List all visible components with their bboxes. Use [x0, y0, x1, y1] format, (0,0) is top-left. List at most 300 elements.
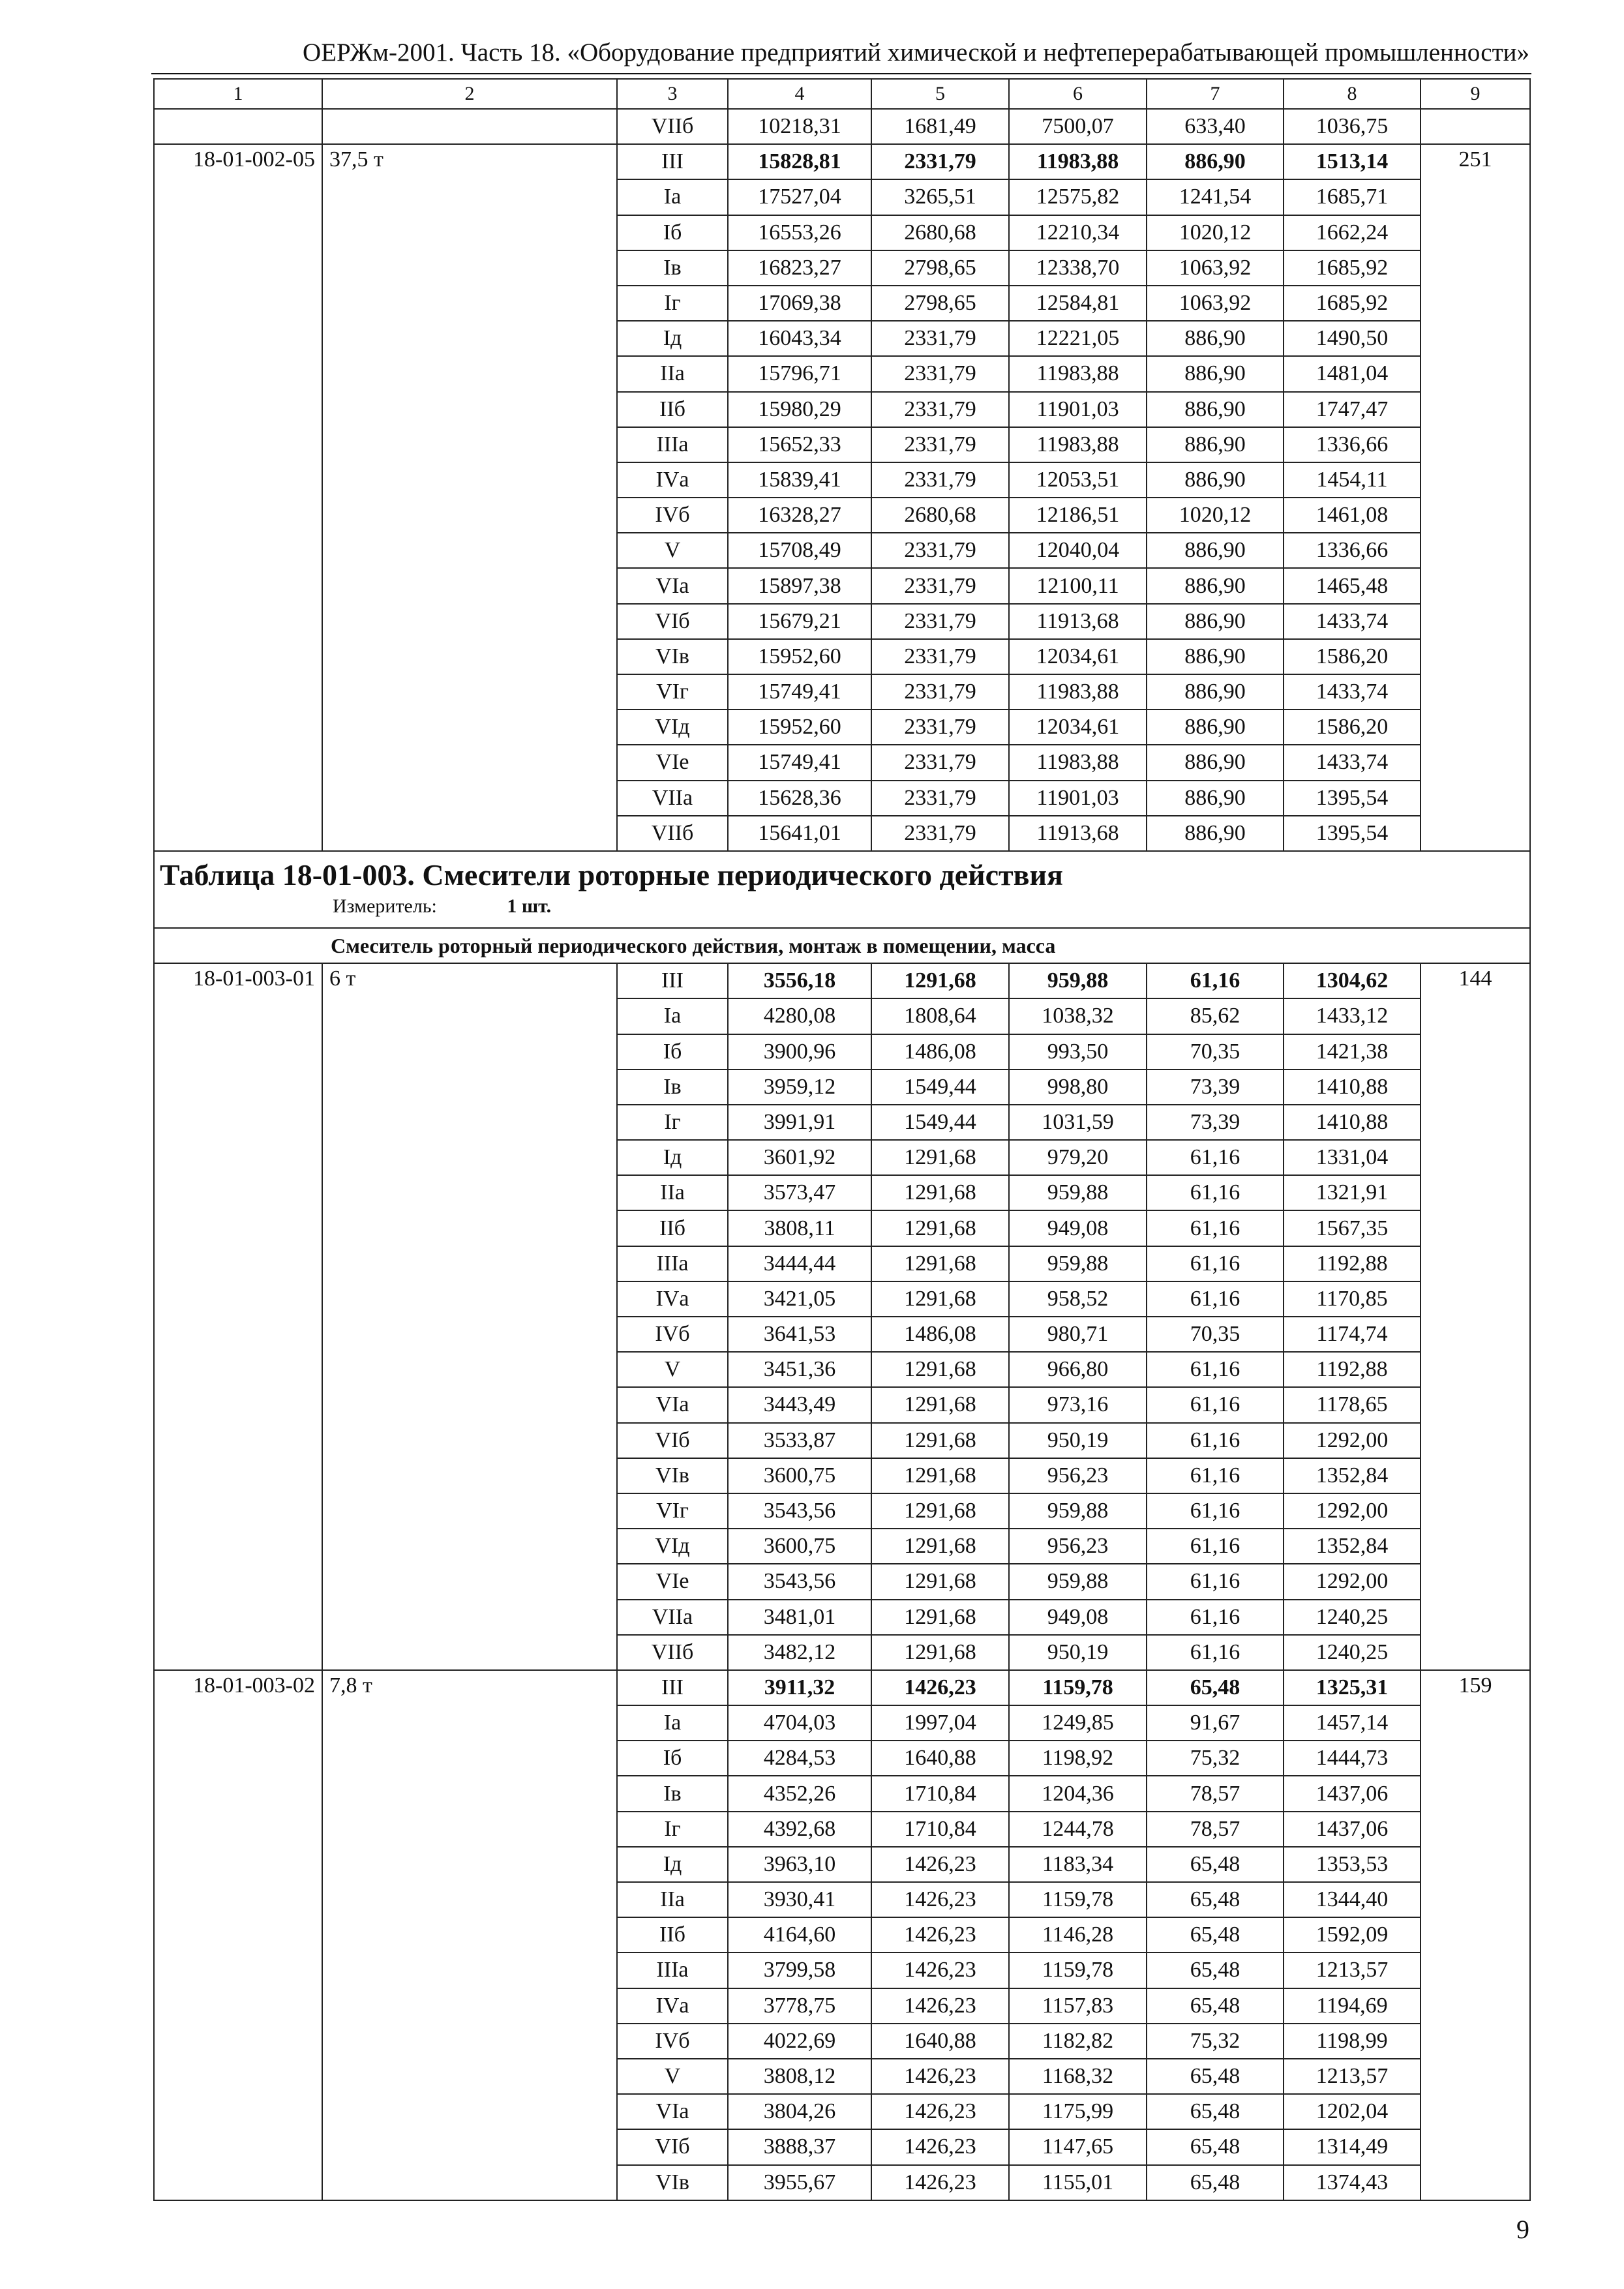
- value-cell: 3959,12: [728, 1070, 871, 1105]
- column-number: 5: [871, 79, 1009, 109]
- value-cell: 1202,04: [1284, 2094, 1421, 2129]
- value-cell: 65,48: [1147, 2059, 1284, 2094]
- value-cell: 1240,25: [1284, 1635, 1421, 1670]
- value-cell: 1352,84: [1284, 1529, 1421, 1564]
- value-cell: 993,50: [1009, 1034, 1147, 1070]
- zone-cell: Iд: [617, 1847, 728, 1882]
- value-cell: 959,88: [1009, 1246, 1147, 1281]
- value-cell: 75,32: [1147, 2024, 1284, 2059]
- value-cell: 4164,60: [728, 1917, 871, 1952]
- value-cell: 980,71: [1009, 1317, 1147, 1352]
- value-cell: 1159,78: [1009, 1670, 1147, 1705]
- value-cell: 3963,10: [728, 1847, 871, 1882]
- table-title-cell: [154, 851, 1530, 928]
- value-cell: 1249,85: [1009, 1705, 1147, 1741]
- zone-cell: IVб: [617, 2024, 728, 2059]
- ref-cell: [1421, 109, 1530, 144]
- value-cell: 15749,41: [728, 745, 871, 780]
- value-cell: 1640,88: [871, 2024, 1009, 2059]
- table-title: Таблица 18-01-003. Смесители роторные периодического действия: [160, 858, 1063, 891]
- value-cell: 15749,41: [728, 674, 871, 710]
- value-cell: 886,90: [1147, 533, 1284, 568]
- value-cell: 1291,68: [871, 1493, 1009, 1529]
- value-cell: 1175,99: [1009, 2094, 1147, 2129]
- value-cell: 1437,06: [1284, 1776, 1421, 1811]
- value-cell: 70,35: [1147, 1034, 1284, 1070]
- value-cell: 1586,20: [1284, 710, 1421, 745]
- value-cell: 1304,62: [1284, 963, 1421, 998]
- value-cell: 3955,67: [728, 2165, 871, 2200]
- value-cell: 1426,23: [871, 1847, 1009, 1882]
- value-cell: 1461,08: [1284, 498, 1421, 533]
- value-cell: 886,90: [1147, 816, 1284, 851]
- value-cell: 12210,34: [1009, 215, 1147, 250]
- value-cell: 15708,49: [728, 533, 871, 568]
- value-cell: 1178,65: [1284, 1387, 1421, 1422]
- value-cell: 61,16: [1147, 1600, 1284, 1635]
- column-number: 3: [617, 79, 728, 109]
- value-cell: 959,88: [1009, 963, 1147, 998]
- value-cell: 3573,47: [728, 1175, 871, 1210]
- value-cell: 2331,79: [871, 781, 1009, 816]
- value-cell: 998,80: [1009, 1070, 1147, 1105]
- zone-cell: IIа: [617, 1882, 728, 1917]
- zone-cell: VIа: [617, 2094, 728, 2129]
- value-cell: 633,40: [1147, 109, 1284, 144]
- value-cell: 75,32: [1147, 1741, 1284, 1776]
- value-cell: 85,62: [1147, 998, 1284, 1034]
- value-cell: 1292,00: [1284, 1564, 1421, 1599]
- zone-cell: VIIб: [617, 816, 728, 851]
- zone-cell: V: [617, 2059, 728, 2094]
- value-cell: 12100,11: [1009, 568, 1147, 603]
- value-cell: 70,35: [1147, 1317, 1284, 1352]
- value-cell: 1291,68: [871, 1635, 1009, 1670]
- value-cell: 1291,68: [871, 963, 1009, 998]
- mass-cell: [322, 109, 617, 144]
- value-cell: 1395,54: [1284, 781, 1421, 816]
- value-cell: 2331,79: [871, 639, 1009, 674]
- column-number: 7: [1147, 79, 1284, 109]
- value-cell: 1213,57: [1284, 1952, 1421, 1988]
- value-cell: 61,16: [1147, 1529, 1284, 1564]
- value-cell: 1291,68: [871, 1600, 1009, 1635]
- value-cell: 1031,59: [1009, 1105, 1147, 1140]
- value-cell: 78,57: [1147, 1812, 1284, 1847]
- value-cell: 1314,49: [1284, 2129, 1421, 2164]
- value-cell: 4280,08: [728, 998, 871, 1034]
- value-cell: 3543,56: [728, 1564, 871, 1599]
- value-cell: 2798,65: [871, 286, 1009, 321]
- zone-cell: VIIб: [617, 109, 728, 144]
- zone-cell: IVа: [617, 1988, 728, 2024]
- value-cell: 886,90: [1147, 745, 1284, 780]
- value-cell: 1155,01: [1009, 2165, 1147, 2200]
- code-cell: 18-01-003-02: [154, 1670, 322, 2200]
- zone-cell: VIв: [617, 1458, 728, 1493]
- value-cell: 1457,14: [1284, 1705, 1421, 1741]
- value-cell: 15839,41: [728, 462, 871, 498]
- value-cell: 2331,79: [871, 674, 1009, 710]
- value-cell: 4022,69: [728, 2024, 871, 2059]
- mass-cell: 7,8 т: [322, 1670, 617, 2200]
- value-cell: 1063,92: [1147, 286, 1284, 321]
- value-cell: 949,08: [1009, 1210, 1147, 1246]
- value-cell: 886,90: [1147, 321, 1284, 356]
- zone-cell: III: [617, 963, 728, 998]
- value-cell: 15628,36: [728, 781, 871, 816]
- value-cell: 61,16: [1147, 963, 1284, 998]
- value-cell: 949,08: [1009, 1600, 1147, 1635]
- value-cell: 2331,79: [871, 321, 1009, 356]
- value-cell: 15679,21: [728, 604, 871, 639]
- mass-cell: 6 т: [322, 963, 617, 1670]
- value-cell: 3481,01: [728, 1600, 871, 1635]
- value-cell: 3443,49: [728, 1387, 871, 1422]
- value-cell: 1426,23: [871, 2165, 1009, 2200]
- value-cell: 2331,79: [871, 745, 1009, 780]
- value-cell: 1240,25: [1284, 1600, 1421, 1635]
- value-cell: 1291,68: [871, 1281, 1009, 1317]
- column-number: 1: [154, 79, 322, 109]
- value-cell: 1640,88: [871, 1741, 1009, 1776]
- value-cell: 1433,74: [1284, 604, 1421, 639]
- value-cell: 4352,26: [728, 1776, 871, 1811]
- value-cell: 1291,68: [871, 1529, 1009, 1564]
- table-title-row: [154, 851, 1530, 928]
- value-cell: 1662,24: [1284, 215, 1421, 250]
- value-cell: 886,90: [1147, 462, 1284, 498]
- ref-cell: 144: [1421, 963, 1530, 1670]
- value-cell: 1168,32: [1009, 2059, 1147, 2094]
- zone-cell: IIа: [617, 356, 728, 391]
- value-cell: 950,19: [1009, 1635, 1147, 1670]
- value-cell: 61,16: [1147, 1493, 1284, 1529]
- value-cell: 1685,71: [1284, 179, 1421, 215]
- value-cell: 1157,83: [1009, 1988, 1147, 2024]
- zone-cell: IIа: [617, 1175, 728, 1210]
- zone-cell: Iг: [617, 1105, 728, 1140]
- value-cell: 1192,88: [1284, 1246, 1421, 1281]
- value-cell: 3808,11: [728, 1210, 871, 1246]
- zone-cell: VIIа: [617, 781, 728, 816]
- value-cell: 1352,84: [1284, 1458, 1421, 1493]
- value-cell: 1204,36: [1009, 1776, 1147, 1811]
- value-cell: 1146,28: [1009, 1917, 1147, 1952]
- mass-cell: 37,5 т: [322, 144, 617, 851]
- value-cell: 16553,26: [728, 215, 871, 250]
- value-cell: 61,16: [1147, 1387, 1284, 1422]
- value-cell: 1291,68: [871, 1423, 1009, 1458]
- value-cell: 7500,07: [1009, 109, 1147, 144]
- value-cell: 12034,61: [1009, 710, 1147, 745]
- zone-cell: IVа: [617, 462, 728, 498]
- zone-cell: Iб: [617, 215, 728, 250]
- value-cell: 3444,44: [728, 1246, 871, 1281]
- value-cell: 956,23: [1009, 1529, 1147, 1564]
- value-cell: 1808,64: [871, 998, 1009, 1034]
- zone-cell: Iд: [617, 1140, 728, 1175]
- zone-cell: VIб: [617, 1423, 728, 1458]
- value-cell: 1020,12: [1147, 215, 1284, 250]
- value-cell: 1147,65: [1009, 2129, 1147, 2164]
- value-cell: 1159,78: [1009, 1952, 1147, 1988]
- zone-cell: VIд: [617, 710, 728, 745]
- column-number: 8: [1284, 79, 1421, 109]
- column-number: 4: [728, 79, 871, 109]
- zone-cell: VIIб: [617, 1635, 728, 1670]
- value-cell: 1063,92: [1147, 250, 1284, 286]
- value-cell: 1426,23: [871, 2129, 1009, 2164]
- value-cell: 1291,68: [871, 1175, 1009, 1210]
- value-cell: 3804,26: [728, 2094, 871, 2129]
- value-cell: 91,67: [1147, 1705, 1284, 1741]
- value-cell: 12584,81: [1009, 286, 1147, 321]
- value-cell: 1486,08: [871, 1317, 1009, 1352]
- page-number: 9: [1516, 2215, 1529, 2244]
- rates-table: [153, 78, 1531, 2201]
- value-cell: 1038,32: [1009, 998, 1147, 1034]
- value-cell: 3799,58: [728, 1952, 871, 1988]
- value-cell: 61,16: [1147, 1210, 1284, 1246]
- value-cell: 1444,73: [1284, 1741, 1421, 1776]
- value-cell: 3888,37: [728, 2129, 871, 2164]
- value-cell: 11983,88: [1009, 356, 1147, 391]
- value-cell: 1020,12: [1147, 498, 1284, 533]
- value-cell: 12186,51: [1009, 498, 1147, 533]
- value-cell: 3808,12: [728, 2059, 871, 2094]
- value-cell: 886,90: [1147, 639, 1284, 674]
- value-cell: 61,16: [1147, 1635, 1284, 1670]
- value-cell: 1374,43: [1284, 2165, 1421, 2200]
- value-cell: 886,90: [1147, 710, 1284, 745]
- value-cell: 2331,79: [871, 604, 1009, 639]
- value-cell: 950,19: [1009, 1423, 1147, 1458]
- zone-cell: Iг: [617, 1812, 728, 1847]
- zone-cell: IVб: [617, 1317, 728, 1352]
- value-cell: 3900,96: [728, 1034, 871, 1070]
- value-cell: 3421,05: [728, 1281, 871, 1317]
- value-cell: 2680,68: [871, 498, 1009, 533]
- value-cell: 73,39: [1147, 1105, 1284, 1140]
- value-cell: 17527,04: [728, 179, 871, 215]
- value-cell: 65,48: [1147, 1670, 1284, 1705]
- value-cell: 1198,99: [1284, 2024, 1421, 2059]
- value-cell: 61,16: [1147, 1423, 1284, 1458]
- zone-cell: VIе: [617, 1564, 728, 1599]
- value-cell: 959,88: [1009, 1564, 1147, 1599]
- value-cell: 1353,53: [1284, 1847, 1421, 1882]
- code-cell: 18-01-002-05: [154, 144, 322, 851]
- value-cell: 3265,51: [871, 179, 1009, 215]
- value-cell: 65,48: [1147, 2165, 1284, 2200]
- zone-cell: VIа: [617, 568, 728, 603]
- zone-cell: Iг: [617, 286, 728, 321]
- value-cell: 15796,71: [728, 356, 871, 391]
- value-cell: 1174,74: [1284, 1317, 1421, 1352]
- value-cell: 3601,92: [728, 1140, 871, 1175]
- value-cell: 1192,88: [1284, 1352, 1421, 1387]
- value-cell: 1437,06: [1284, 1812, 1421, 1847]
- value-cell: 1586,20: [1284, 639, 1421, 674]
- value-cell: 3451,36: [728, 1352, 871, 1387]
- value-cell: 959,88: [1009, 1493, 1147, 1529]
- value-cell: 886,90: [1147, 604, 1284, 639]
- value-cell: 61,16: [1147, 1352, 1284, 1387]
- value-cell: 1747,47: [1284, 392, 1421, 427]
- value-cell: 12221,05: [1009, 321, 1147, 356]
- value-cell: 1291,68: [871, 1140, 1009, 1175]
- value-cell: 1241,54: [1147, 179, 1284, 215]
- zone-cell: VIв: [617, 2165, 728, 2200]
- value-cell: 973,16: [1009, 1387, 1147, 1422]
- value-cell: 3600,75: [728, 1529, 871, 1564]
- value-cell: 1331,04: [1284, 1140, 1421, 1175]
- zone-cell: V: [617, 533, 728, 568]
- table-row: [154, 144, 1530, 179]
- value-cell: 1291,68: [871, 1352, 1009, 1387]
- subtitle-row: [154, 928, 1530, 963]
- continuation-row: [154, 109, 1530, 144]
- zone-cell: Iб: [617, 1034, 728, 1070]
- value-cell: 959,88: [1009, 1175, 1147, 1210]
- zone-cell: Iв: [617, 250, 728, 286]
- value-cell: 1465,48: [1284, 568, 1421, 603]
- value-cell: 886,90: [1147, 144, 1284, 179]
- value-cell: 886,90: [1147, 674, 1284, 710]
- value-cell: 1426,23: [871, 1952, 1009, 1988]
- value-cell: 1426,23: [871, 1882, 1009, 1917]
- value-cell: 2331,79: [871, 427, 1009, 462]
- value-cell: 2331,79: [871, 710, 1009, 745]
- value-cell: 1336,66: [1284, 427, 1421, 462]
- value-cell: 16043,34: [728, 321, 871, 356]
- zone-cell: Iв: [617, 1070, 728, 1105]
- zone-cell: VIг: [617, 674, 728, 710]
- zone-cell: VIв: [617, 639, 728, 674]
- value-cell: 1490,50: [1284, 321, 1421, 356]
- zone-cell: Iб: [617, 1741, 728, 1776]
- value-cell: 886,90: [1147, 392, 1284, 427]
- value-cell: 1685,92: [1284, 250, 1421, 286]
- value-cell: 11913,68: [1009, 816, 1147, 851]
- value-cell: 1549,44: [871, 1070, 1009, 1105]
- value-cell: 15980,29: [728, 392, 871, 427]
- value-cell: 4704,03: [728, 1705, 871, 1741]
- value-cell: 11983,88: [1009, 144, 1147, 179]
- value-cell: 15828,81: [728, 144, 871, 179]
- value-cell: 1182,82: [1009, 2024, 1147, 2059]
- value-cell: 1194,69: [1284, 1988, 1421, 2024]
- value-cell: 12338,70: [1009, 250, 1147, 286]
- zone-cell: Iа: [617, 998, 728, 1034]
- value-cell: 956,23: [1009, 1458, 1147, 1493]
- value-cell: 1549,44: [871, 1105, 1009, 1140]
- value-cell: 1433,12: [1284, 998, 1421, 1034]
- value-cell: 1433,74: [1284, 745, 1421, 780]
- value-cell: 1291,68: [871, 1564, 1009, 1599]
- value-cell: 1681,49: [871, 109, 1009, 144]
- value-cell: 3556,18: [728, 963, 871, 998]
- column-number: 2: [322, 79, 617, 109]
- ref-cell: 159: [1421, 1670, 1530, 2200]
- zone-cell: VIIа: [617, 1600, 728, 1635]
- zone-cell: Iд: [617, 321, 728, 356]
- value-cell: 12053,51: [1009, 462, 1147, 498]
- value-cell: 966,80: [1009, 1352, 1147, 1387]
- zone-cell: VIб: [617, 604, 728, 639]
- value-cell: 15641,01: [728, 816, 871, 851]
- value-cell: 4284,53: [728, 1741, 871, 1776]
- value-cell: 61,16: [1147, 1564, 1284, 1599]
- zone-cell: VIд: [617, 1529, 728, 1564]
- value-cell: 1321,91: [1284, 1175, 1421, 1210]
- value-cell: 65,48: [1147, 2094, 1284, 2129]
- value-cell: 1336,66: [1284, 533, 1421, 568]
- value-cell: 1426,23: [871, 1917, 1009, 1952]
- table-row: [154, 963, 1530, 998]
- ref-cell: 251: [1421, 144, 1530, 851]
- value-cell: 61,16: [1147, 1246, 1284, 1281]
- zone-cell: VIб: [617, 2129, 728, 2164]
- value-cell: 1291,68: [871, 1210, 1009, 1246]
- value-cell: 3991,91: [728, 1105, 871, 1140]
- measure-row: [333, 893, 1524, 920]
- zone-cell: IIб: [617, 392, 728, 427]
- value-cell: 1410,88: [1284, 1070, 1421, 1105]
- value-cell: 61,16: [1147, 1458, 1284, 1493]
- value-cell: 61,16: [1147, 1175, 1284, 1210]
- value-cell: 61,16: [1147, 1281, 1284, 1317]
- zone-cell: VIг: [617, 1493, 728, 1529]
- value-cell: 3533,87: [728, 1423, 871, 1458]
- value-cell: 2331,79: [871, 462, 1009, 498]
- zone-cell: Iа: [617, 179, 728, 215]
- value-cell: 15897,38: [728, 568, 871, 603]
- value-cell: 1344,40: [1284, 1882, 1421, 1917]
- column-number: 9: [1421, 79, 1530, 109]
- value-cell: 2798,65: [871, 250, 1009, 286]
- value-cell: 4392,68: [728, 1812, 871, 1847]
- value-cell: 1410,88: [1284, 1105, 1421, 1140]
- zone-cell: IIIа: [617, 1952, 728, 1988]
- value-cell: 16328,27: [728, 498, 871, 533]
- value-cell: 886,90: [1147, 781, 1284, 816]
- value-cell: 10218,31: [728, 109, 871, 144]
- value-cell: 11983,88: [1009, 745, 1147, 780]
- value-cell: 1567,35: [1284, 1210, 1421, 1246]
- value-cell: 1710,84: [871, 1776, 1009, 1811]
- value-cell: 61,16: [1147, 1140, 1284, 1175]
- value-cell: 3911,32: [728, 1670, 871, 1705]
- value-cell: 1997,04: [871, 1705, 1009, 1741]
- zone-cell: IVб: [617, 498, 728, 533]
- zone-cell: III: [617, 144, 728, 179]
- value-cell: 73,39: [1147, 1070, 1284, 1105]
- value-cell: 65,48: [1147, 2129, 1284, 2164]
- value-cell: 78,57: [1147, 1776, 1284, 1811]
- value-cell: 65,48: [1147, 1847, 1284, 1882]
- value-cell: 2331,79: [871, 144, 1009, 179]
- measure-label: Измеритель:: [333, 895, 437, 917]
- zone-cell: VIа: [617, 1387, 728, 1422]
- value-cell: 3930,41: [728, 1882, 871, 1917]
- value-cell: 2331,79: [871, 816, 1009, 851]
- value-cell: 1036,75: [1284, 109, 1421, 144]
- page-header: ОЕРЖм-2001. Часть 18. «Оборудование предприятий химической и нефтеперерабатывающей промышленности»: [303, 38, 1529, 67]
- measure-value: 1 шт.: [507, 895, 552, 917]
- value-cell: 1513,14: [1284, 144, 1421, 179]
